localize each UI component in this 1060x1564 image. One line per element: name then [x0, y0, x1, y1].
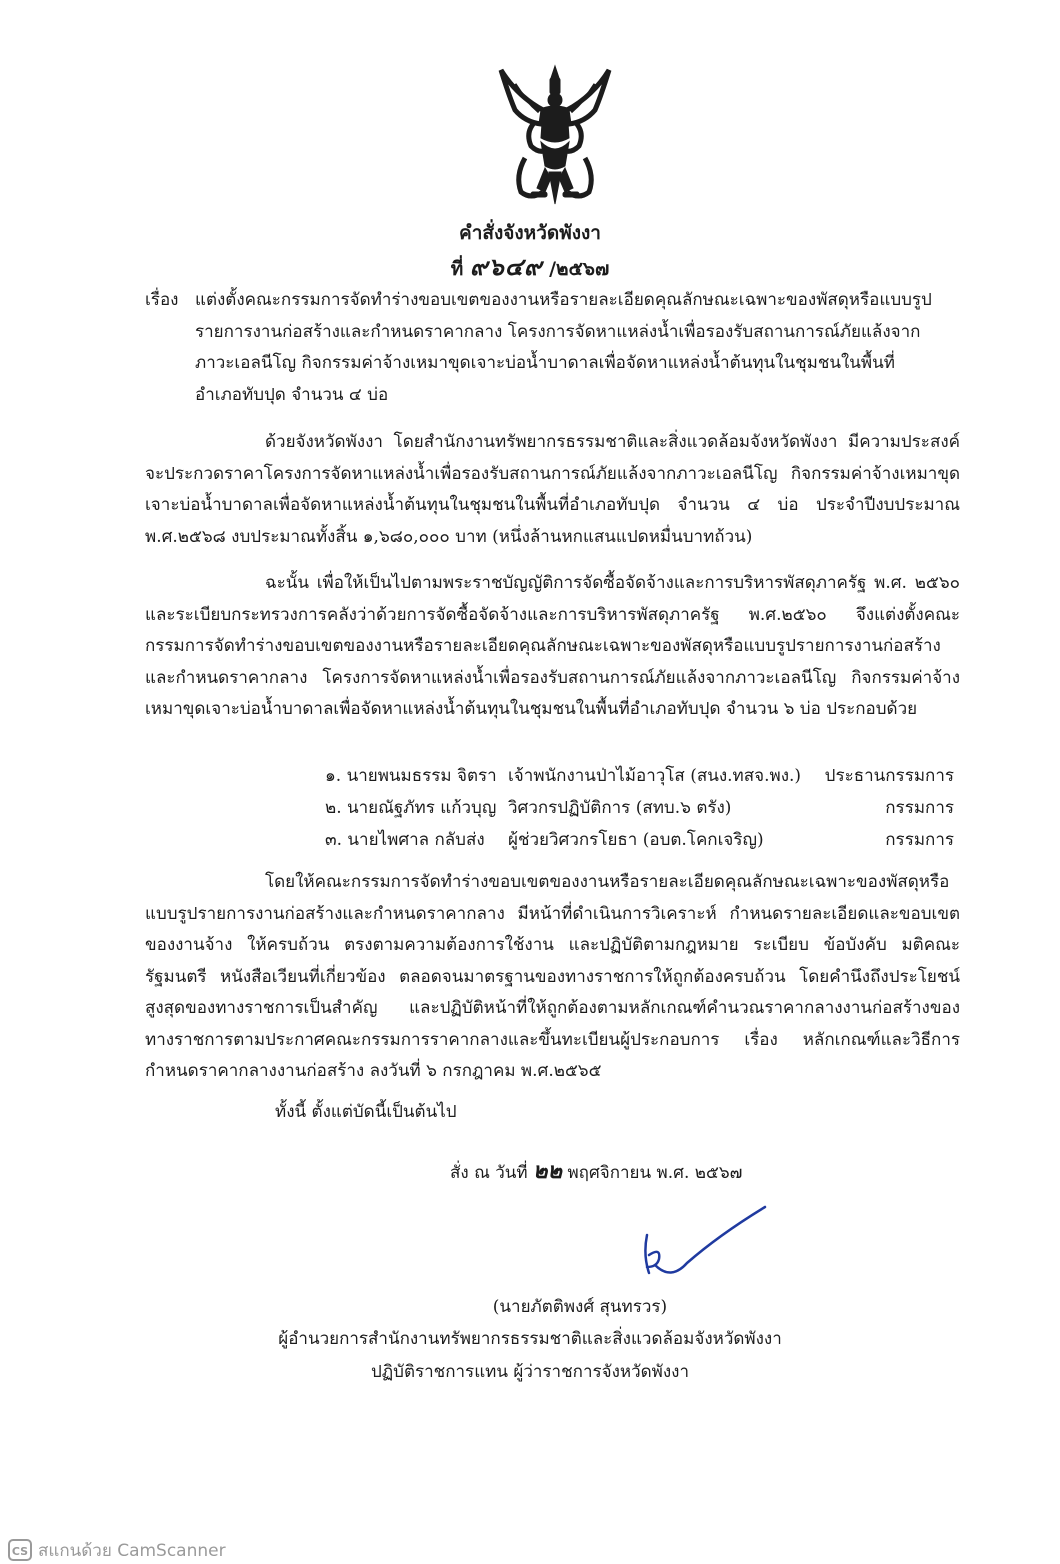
member-role: กรรมการ: [885, 830, 954, 850]
signer-acting: ปฏิบัติราชการแทน ผู้ว่าราชการจังหวัดพังงา: [370, 1362, 690, 1382]
member-position: ผู้ช่วยวิศวกรโยธา (อบต.โคกเจริญ): [508, 830, 764, 850]
subject-line: อำเภอทับปุด จำนวน ๔ บ่อ: [195, 384, 389, 405]
subject-block: [145, 285, 965, 411]
date-month-year: พฤศจิกายน พ.ศ. ๒๕๖๗: [567, 1163, 743, 1183]
body-paragraph-1: ด้วยจังหวัดพังงา โดยสำนักงานทรัพยากรธรรมชาติและสิ่งแวดล้อมจังหวัดพังงา มีความประสงค์จะประกวดราคาโครงการจัดหาแหล่งน้ำเพื่อรองรับสถานการณ์ภัยแล้งจากภาวะเอลนีโญ กิจกรรมค่าจ้างเหมาขุดเจาะบ่อน้ำบาดาลเพื่อจัดหาแหล่งน้ำต้นทุนในชุมชนในพื้นที่อำเภอทับปุด จำนวน ๔ บ่อ ประจำปีงบประมาณ พ.ศ.๒๕๖๘ งบประมาณทั้งสิ้น ๑,๖๘๐,๐๐๐ บาท (หนึ่งล้านหกแสนแปดหมื่นบาทถ้วน): [145, 432, 960, 547]
order-number-line: [0, 247, 1060, 286]
subject-line: รายการงานก่อสร้างและกำหนดราคากลาง โครงการจัดหาแหล่งน้ำเพื่อรองรับสถานการณ์ภัยแล้งจาก: [195, 321, 921, 342]
camscanner-watermark: [8, 1537, 226, 1563]
watermark-text: สแกนด้วย CamScanner: [38, 1540, 226, 1561]
order-number: ๙๖๔๙: [469, 253, 543, 281]
member-name: ๒. นายณัฐภัทร แก้วบุญ: [325, 798, 497, 818]
member-name: ๑. นายพนมธรรม จิตรา: [325, 766, 497, 786]
date-day: ๒๒: [533, 1159, 563, 1184]
camscanner-logo-icon: CS: [8, 1539, 32, 1561]
subject-line: ภาวะเอลนีโญ กิจกรรมค่าจ้างเหมาขุดเจาะบ่อน้ำบาดาลเพื่อจัดหาแหล่งน้ำต้นทุนในชุมชนในพื้นที่: [195, 353, 895, 373]
body-paragraph-2: ฉะนั้น เพื่อให้เป็นไปตามพระราชบัญญัติการจัดซื้อจัดจ้างและการบริหารพัสดุภาครัฐ พ.ศ. ๒๕๖๐ และระเบียบกระทรวงการคลังว่าด้วยการจัดซื้อจัดจ้างและการบริหารพัสดุภาครัฐ พ.ศ.๒๕๖๐ จึงแต่งตั้งคณะกรรมการจัดทำร่างขอบเขตของงานหรือรายละเอียดคุณลักษณะเฉพาะของพัสดุหรือแบบรูปรายการงานก่อสร้างและกำหนดราคากลาง โครงการจัดหาแหล่งน้ำเพื่อรองรับสถานการณ์ภัยแล้งจากภาวะเอลนีโญ กิจกรรมค่าจ้างเหมาขุดเจาะบ่อน้ำบาดาลเพื่อจัดหาแหล่งน้ำต้นทุนในชุมชนในพื้นที่อำเภอทับปุด จำนวน ๖ บ่อ ประกอบด้วย: [145, 573, 960, 719]
handwritten-signature: [635, 1195, 775, 1285]
signer-title: ผู้อำนวยการสำนักงานทรัพยากรธรรมชาติและสิ่งแวดล้อมจังหวัดพังงา: [278, 1329, 782, 1349]
member-name: ๓. นายไพศาล กลับส่ง: [325, 830, 485, 850]
date-prefix: สั่ง ณ วันที่: [450, 1163, 528, 1183]
body-paragraph-4: ทั้งนี้ ตั้งแต่บัดนี้เป็นต้นไป: [275, 1102, 457, 1122]
body-paragraph-3: โดยให้คณะกรรมการจัดทำร่างขอบเขตของงานหรือรายละเอียดคุณลักษณะเฉพาะของพัสดุหรือแบบรูปรายการงานก่อสร้างและกำหนดราคากลาง มีหน้าที่ดำเนินการวิเคราะห์ กำหนดรายละเอียดและขอบเขตของงานจ้าง ให้ครบถ้วน ตรงตามความต้องการใช้งาน และปฏิบัติตามกฎหมาย ระเบียบ ข้อบังคับ มติคณะรัฐมนตรี หนังสือเวียนที่เกี่ยวข้อง ตลอดจนมาตรฐานของทางราชการให้ถูกต้องครบถ้วน โดยคำนึงถึงประโยชน์สูงสุดของทางราชการเป็นสำคัญ และปฏิบัติหน้าที่ให้ถูกต้องตามหลักเกณฑ์คำนวณราคากลางงานก่อสร้างของทางราชการตามประกาศคณะกรรมการราคากลางและขึ้นทะเบียนผู้ประกอบการ เรื่อง หลักเกณฑ์และวิธีการกำหนดราคากลางงานก่อสร้าง ลงวันที่ ๖ กรกฎาคม พ.ศ.๒๕๖๕: [145, 872, 960, 1081]
order-prefix: ที่: [450, 258, 464, 280]
member-role: ประธานกรรมการ: [824, 766, 954, 786]
member-role: กรรมการ: [885, 798, 954, 818]
member-position: วิศวกรปฏิบัติการ (สทบ.๖ ตรัง): [508, 798, 732, 818]
subject-label: เรื่อง: [145, 290, 179, 310]
signer-name: (นายภัตติพงศ์ สุนทรวร): [492, 1297, 668, 1317]
member-position: เจ้าพนักงานป่าไม้อาวุโส (สนง.ทสจ.พง.): [508, 766, 802, 786]
garuda-emblem-icon: [495, 60, 615, 210]
order-title: คำสั่งจังหวัดพังงา: [459, 222, 601, 244]
subject-line: แต่งตั้งคณะกรรมการจัดทำร่างขอบเขตของงานหรือรายละเอียดคุณลักษณะเฉพาะของพัสดุหรือแบบรูป: [195, 290, 932, 310]
signing-date: [450, 1153, 742, 1188]
order-year: /๒๕๖๗: [549, 258, 610, 280]
